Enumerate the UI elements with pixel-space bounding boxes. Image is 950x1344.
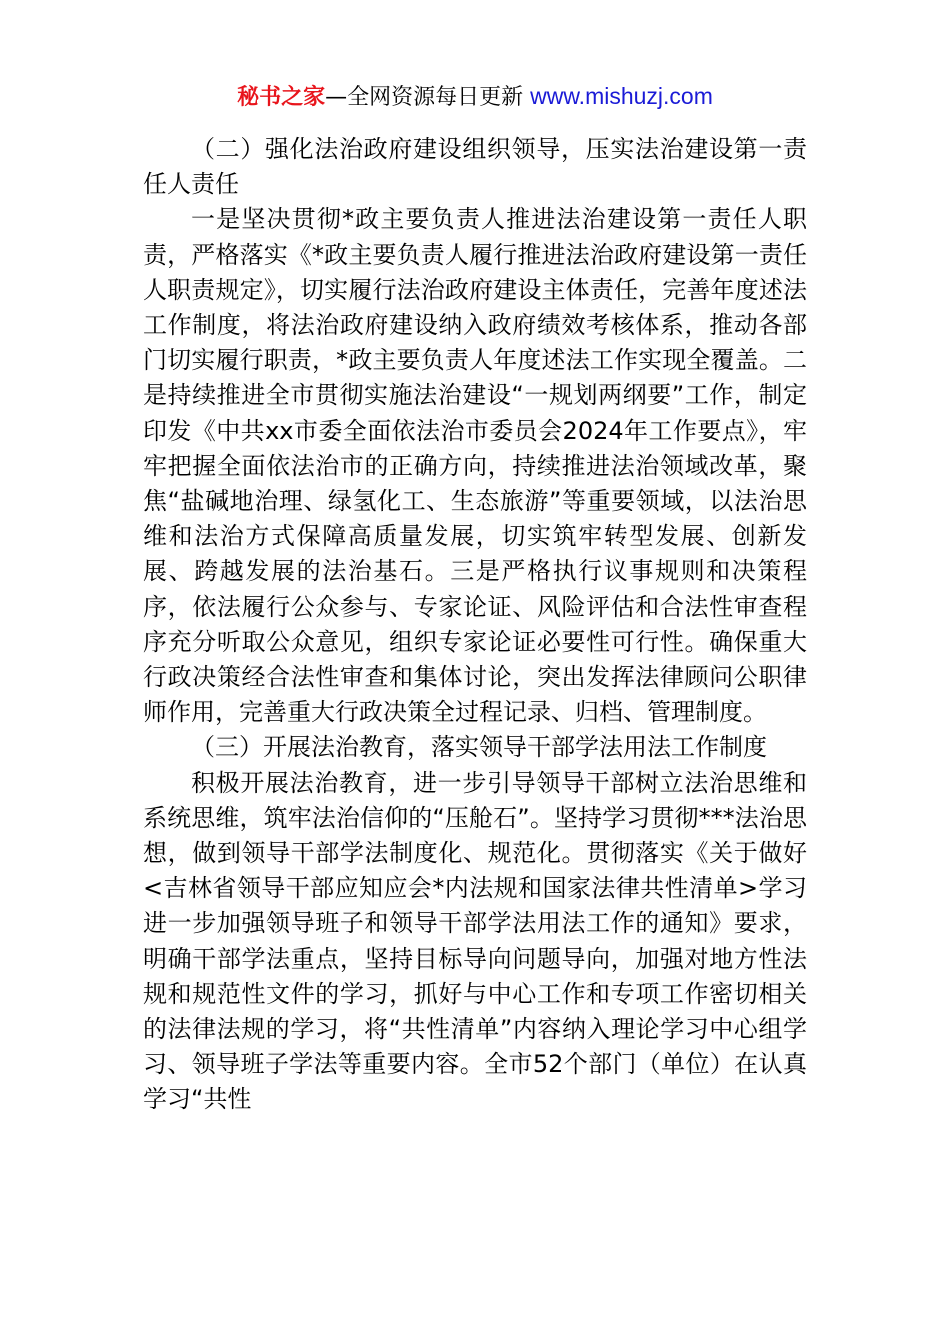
section-heading-2: （二）强化法治政府建设组织领导，压实法治建设第一责任人责任 (143, 135, 807, 199)
site-tagline: —全网资源每日更新 (325, 85, 524, 110)
body-paragraph: 积极开展法治教育，进一步引导领导干部树立法治思维和系统思维，筑牢法治信仰的“压舱石”。坚持学习贯彻***法治思想，做到领导干部学法制度化、规范化。贯彻落实《关于做好<吉林省领导干部应知应会*内法规和国家法律共性清单>学习进一步加强领导班子和领导干部学法用法工作的通知》要求，明确干部学法重点，坚持目标导向问题导向，加强对地方性法规和规范性文件的学习，抓好与中心工作和专项工作密切相关的法律法规的学习，将“共性清单”内容纳入理论学习中心组学习、领导班子学法等重要内容。全市52个部门（单位）在认真学习“共性 (143, 768, 807, 1114)
site-url-link[interactable]: www.mishuzj.com (530, 83, 713, 109)
site-brand: 秘书之家 (237, 85, 326, 110)
document-body (143, 132, 807, 1118)
body-paragraph: 一是坚决贯彻*政主要负责人推进法治建设第一责任人职责，严格落实《*政主要负责人履行推进法治政府建设第一责任人职责规定》，切实履行法治政府建设主体责任，完善年度述法工作制度，将法治政府建设纳入政府绩效考核体系，推动各部门切实履行职责，*政主要负责人年度述法工作实现全覆盖。二是持续推进全市贯彻实施法治建设“一规划两纲要”工作，制定印发《中共xx市委全面依法治市委员会2024年工作要点》，牢牢把握全面依法治市的正确方向，持续推进法治领域改革，聚焦“盐碱地治理、绿氢化工、生态旅游”等重要领域，以法治思维和法治方式保障高质量发展，切实筑牢转型发展、创新发展、跨越发展的法治基石。三是严格执行议事规则和决策程序，依法履行公众参与、专家论证、风险评估和合法性审查程序充分听取公众意见，组织专家论证必要性可行性。确保重大行政决策经合法性审查和集体讨论，突出发挥法律顾问公职律师作用，完善重大行政决策全过程记录、归档、管理制度。 (143, 205, 807, 727)
site-header (0, 80, 950, 114)
section-heading-3: （三）开展法治教育，落实领导干部学法用法工作制度 (191, 733, 767, 762)
